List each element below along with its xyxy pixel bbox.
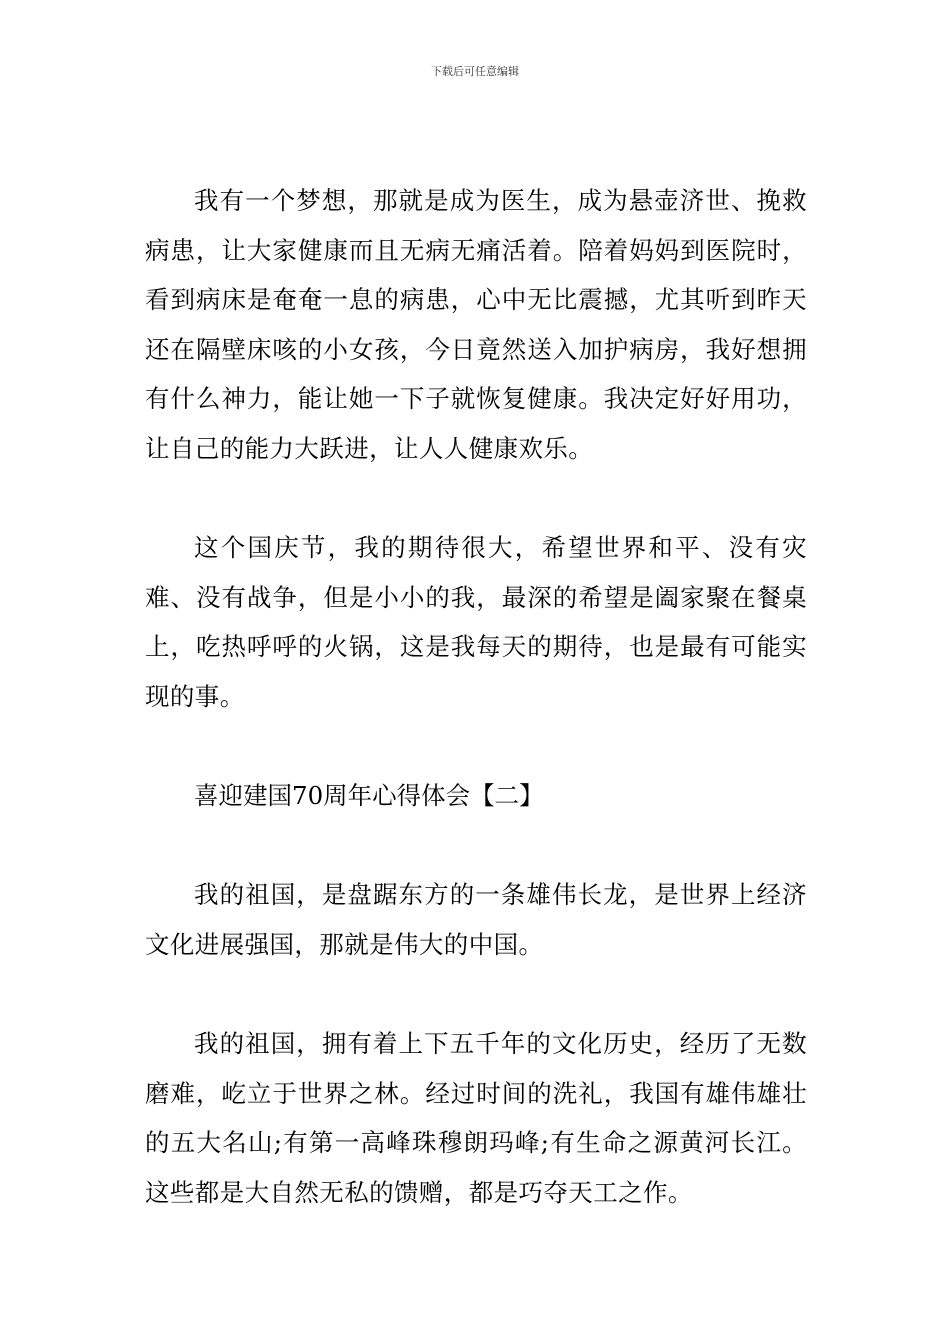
paragraph-spacer — [145, 821, 807, 871]
page-header: 下载后可任意编辑 — [431, 65, 519, 78]
document-body — [145, 176, 807, 1217]
paragraph-motherland-intro: 我的祖国，是盘踞东方的一条雄伟长龙，是世界上经济文化进展强国，那就是伟大的中国。 — [145, 880, 807, 959]
paragraph-national-day: 这个国庆节，我的期待很大，希望世界和平、没有灾难、没有战争，但是小小的我，最深的希望是阖家聚在餐桌上，吃热呼呼的火锅，这是我每天的期待，也是最有可能实现的事。 — [145, 533, 807, 711]
paragraph-dream: 我有一个梦想，那就是成为医生，成为悬壶济世、挽救病患，让大家健康而且无病无痛活着。陪着妈妈到医院时，看到病床是奄奄一息的病患，心中无比震撼，尤其听到昨天还在隔壁床咳的小女孩，今日竟然送入加护病房，我好想拥有什么神力，能让她一下子就恢复健康。我决定好好用功，让自己的能力大跃进，让人人健康欢乐。 — [145, 186, 807, 463]
section-heading: 喜迎建国70周年心得体会【二】 — [194, 781, 544, 811]
paragraph-motherland-history: 我的祖国，拥有着上下五千年的文化历史，经历了无数磨难，屹立于世界之林。经过时间的洗礼，我国有雄伟雄壮的五大名山;有第一高峰珠穆朗玛峰;有生命之源黄河长江。这些都是大自然无私的馈赠，都是巧夺天工之作。 — [145, 1029, 807, 1207]
paragraph-spacer — [145, 474, 807, 524]
paragraph-spacer — [145, 722, 807, 772]
paragraph-spacer — [145, 970, 807, 1020]
